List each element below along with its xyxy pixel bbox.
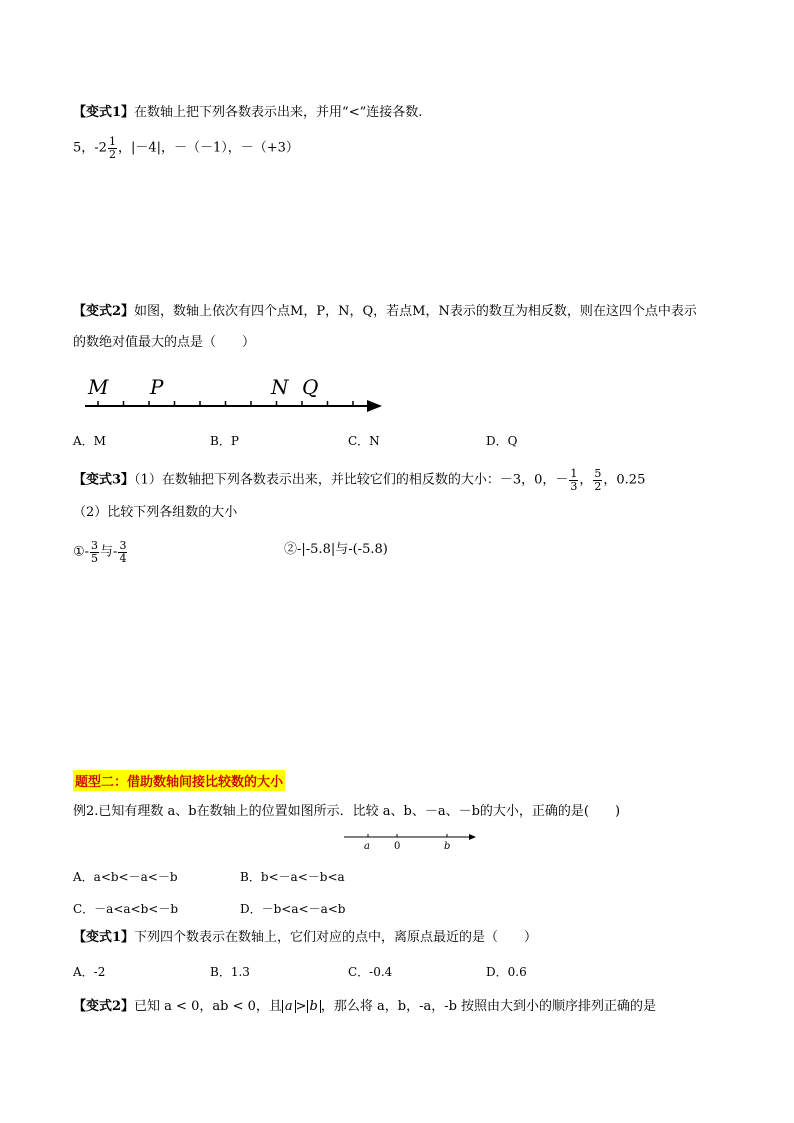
ex2-option-b: B．b<－a<－b<a xyxy=(240,870,345,884)
v3-fraction-1 xyxy=(569,468,578,492)
v1b-option-d: D．0.6 xyxy=(486,965,527,979)
v1-nums-a: 5，-2 xyxy=(73,140,107,156)
point-label-p: P xyxy=(150,375,164,399)
v2-option-a: A．M xyxy=(73,434,106,448)
axis-arrow xyxy=(367,400,382,412)
v2-tag: 【变式2】 xyxy=(73,304,135,319)
v2-option-b: B．P xyxy=(210,434,239,448)
v1-question xyxy=(73,106,422,119)
v3-part1 xyxy=(73,468,645,492)
point-label-m: M xyxy=(88,375,109,399)
frac-denominator: 5 xyxy=(91,551,99,565)
v2-option-d: D．Q xyxy=(486,434,518,448)
v2-question-line1 xyxy=(73,305,697,318)
abs-a: a xyxy=(282,1000,296,1013)
frac-numerator: 5 xyxy=(594,467,602,480)
v1-fraction xyxy=(108,136,117,160)
v1-text: 在数轴上把下列各数表示出来，并用“<”连接各数. xyxy=(134,105,423,120)
section-heading: 题型二：借助数轴间接比较数的大小 xyxy=(73,770,285,791)
abs-b: b xyxy=(307,1000,321,1013)
ex2-option-d: D．－b<a<－a<b xyxy=(240,902,346,916)
v1-tag: 【变式1】 xyxy=(73,105,135,120)
v2-option-c: C．N xyxy=(348,434,380,448)
v3-item1-prefix: ①- xyxy=(73,544,90,560)
v3-sep: ， xyxy=(579,472,593,488)
v3-item1-fraction-2 xyxy=(118,540,127,564)
v2-question-line2: 的数绝对值最大的点是（ ） xyxy=(73,335,256,350)
v1b-option-b: B．1.3 xyxy=(210,965,250,979)
v3-item1-mid: 与- xyxy=(100,544,118,560)
axis-label-a: a xyxy=(364,841,370,852)
ex2-option-c: C．－a<a<b<－b xyxy=(73,902,179,916)
v1-nums-b: ，|－4|，－（－1），－（+3） xyxy=(117,140,299,156)
axis-arrow xyxy=(469,834,476,840)
frac-numerator: 1 xyxy=(108,135,116,148)
v1b-option-c: C．-0.4 xyxy=(348,965,393,979)
v3-part1-prefix: （1）在数轴把下列各数表示出来，并比较它们的相反数的大小：－3，0，－ xyxy=(134,472,569,488)
frac-numerator: 3 xyxy=(119,539,127,552)
v2b-post: ，那么将 a，b，-a，-b 按照由大到小的顺序排列正确的是 xyxy=(320,999,657,1014)
v1b-question xyxy=(73,931,537,944)
point-label-n: N xyxy=(271,375,289,399)
point-label-q: Q xyxy=(302,375,319,399)
v1b-text: 下列四个数表示在数轴上，它们对应的点中，离原点最近的是（ ） xyxy=(134,930,538,945)
axis-label-0: 0 xyxy=(394,841,401,852)
ex2-option-a: A．a<b<－a<－b xyxy=(73,870,178,884)
ex2-question: 例2.已知有理数 a、b在数轴上的位置如图所示．比较 a、b、－a、－b的大小，正确的是( ) xyxy=(73,804,621,819)
v3-fraction-2 xyxy=(593,468,602,492)
axis-label-b: b xyxy=(444,841,451,852)
v2b-pre: 已知 a < 0，ab < 0，且 xyxy=(134,999,282,1014)
v3-item1 xyxy=(73,540,128,564)
v3-item1-fraction-1 xyxy=(90,540,99,564)
v2-number-line xyxy=(80,370,390,420)
v1b-tag: 【变式1】 xyxy=(73,930,135,945)
frac-denominator: 2 xyxy=(594,479,602,493)
v1b-option-a: A．-2 xyxy=(73,965,106,979)
v2b-question xyxy=(73,1000,656,1013)
v3-item2: ②-|-5.8|与-(-5.8) xyxy=(284,542,388,557)
v3-tag: 【变式3】 xyxy=(73,472,135,488)
v3-part2: （2）比较下列各组数的大小 xyxy=(73,505,238,520)
frac-numerator: 3 xyxy=(91,539,99,552)
ex2-number-line xyxy=(340,830,480,852)
frac-numerator: 1 xyxy=(570,467,578,480)
frac-denominator: 2 xyxy=(108,147,116,161)
v1-numbers xyxy=(73,136,299,160)
v2b-gt: > xyxy=(295,999,307,1014)
v2b-tag: 【变式2】 xyxy=(73,999,135,1014)
v2-text-line1: 如图，数轴上依次有四个点M，P，N，Q，若点M，N表示的数互为相反数，则在这四个点中表示 xyxy=(134,304,697,319)
frac-denominator: 4 xyxy=(119,551,127,565)
frac-denominator: 3 xyxy=(570,479,578,493)
v3-part1-suffix: ，0.25 xyxy=(603,472,646,488)
